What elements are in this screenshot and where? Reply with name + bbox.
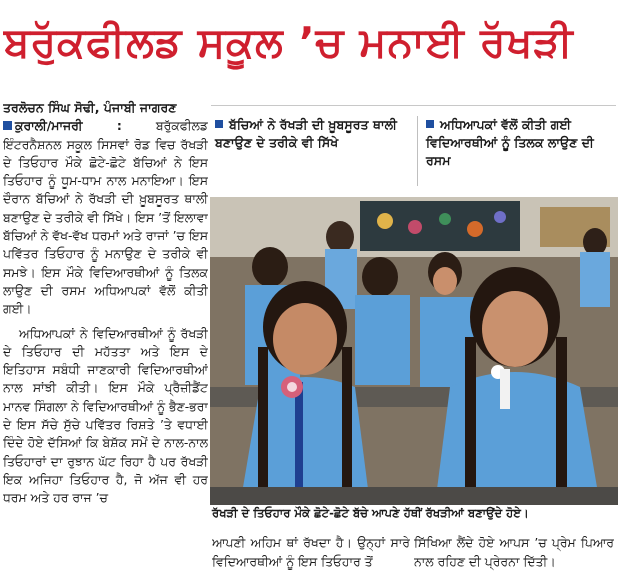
article-paragraph-1	[3, 117, 208, 318]
article-column-3: ਸਿੱਖਿਆ ਲੈਂਦੇ ਹੋਏ ਆਪਸ ’ਚ ਪ੍ਰੇਮ ਪਿਆਰ ਨਾਲ ਰਹਿਣ ਦੀ ਪ੍ਰੇਰਨਾ ਦਿੱਤੀ।	[414, 535, 614, 569]
news-photo	[210, 197, 618, 505]
students-making-rakhi-illustration	[210, 197, 618, 505]
square-bullet-icon	[215, 120, 223, 128]
pull-quote-1-text: ਬੱਚਿਆਂ ਨੇ ਰੱਖੜੀ ਦੀ ਖ਼ੂਬਸੂਰਤ ਥਾਲੀ ਬਣਾਉਣ ਦੇ ਤਰੀਕੇ ਵੀ ਸਿੱਖੇ	[215, 117, 397, 150]
headline: ਬਰੁੱਕਫੀਲਡ ਸਕੂਲ ’ਚ ਮਨਾਈ ਰੱਖੜੀ	[4, 18, 574, 66]
dateline: ਕੁਰਾਲੀ/ਮਾਜਰੀ :	[15, 118, 122, 134]
photo-caption: ਰੱਖੜੀ ਦੇ ਤਿਓਹਾਰ ਮੌਕੇ ਛੋਟੇ-ਛੋਟੇ ਬੱਚੇ ਆਪਣੇ ਹੱਥੀਂ ਰੱਖੜੀਆਂ ਬਣਾਉਂਦੇ ਹੋਏ।	[212, 506, 529, 520]
pull-quote-2-text: ਅਧਿਆਪਕਾਂ ਵੱਲੋਂ ਕੀਤੀ ਗਈ ਵਿਦਿਆਰਥੀਆਂ ਨੂੰ ਤਿਲਕ ਲਾਉਣ ਦੀ ਰਸਮ	[426, 117, 594, 168]
pull-quote-1	[215, 116, 410, 186]
square-bullet-icon	[426, 120, 434, 128]
article-left-column	[3, 99, 208, 578]
article-paragraph-2: ਅਧਿਆਪਕਾਂ ਨੇ ਵਿਦਿਆਰਥੀਆਂ ਨੂੰ ਰੱਖੜੀ ਦੇ ਤਿਓਹਾਰ ਦੀ ਮਹੱਤਤਾ ਅਤੇ ਇਸ ਦੇ ਇਤਿਹਾਸ ਸਬੰਧੀ ਜਾਣਕਾਰੀ ਵਿਦਿਆਰਥੀਆਂ ਨਾਲ ਸਾਂਝੀ ਕੀਤੀ। ਇਸ ਮੌਕੇ ਪ੍ਰੈਜ਼ੀਡੈਂਟ ਮਾਨਵ ਸਿੰਗਲਾ ਨੇ ਵਿਦਿਆਰਥੀਆਂ ਨੂੰ ਭੈਣ-ਭਰਾ ਦੇ ਇਸ ਸੱਚੇ ਸੁੱਚੇ ਪਵਿੱਤਰ ਰਿਸ਼ਤੇ ’ਤੇ ਵਧਾਈ ਦਿੰਦੇ ਹੋਏ ਦੱਸਿਆਂ ਕਿ ਬੇਸ਼ੱਕ ਸਮੇਂ ਦੇ ਨਾਲ-ਨਾਲ ਤਿਓਹਾਰਾਂ ਦਾ ਰੁਝਾਨ ਘੱਟ ਰਿਹਾ ਹੈ ਪਰ ਰੱਖੜੀ ਇਕ ਅਜਿਹਾ ਤਿਓਹਾਰ ਹੈ, ਜੋ ਅੱਜ ਵੀ ਹਰ ਧਰਮ ਅਤੇ ਹਰ ਰਾਜ ’ਚ	[3, 325, 208, 506]
byline: ਤਰਲੋਚਨ ਸਿੰਘ ਸੋਢੀ, ਪੰਜਾਬੀ ਜਾਗਰਣ	[3, 100, 177, 115]
paragraph-1-text: ਬਰੁੱਕਫੀਲਡ ਇੰਟਰਨੈਸ਼ਨਲ ਸਕੂਲ ਸਿਸਵਾਂ ਰੋਡ ਵਿਚ ਰੱਖੜੀ ਦੇ ਤਿਓਹਾਰ ਮੌਕੇ ਛੋਟੇ-ਛੋਟੇ ਬੱਚਿਆਂ ਨੇ ਇਸ ਤਿਓਹਾਰ ਨੂੰ ਧੂਮ-ਧਾਮ ਨਾਲ ਮਨਾਇਆ। ਇਸ ਦੌਰਾਨ ਬੱਚਿਆਂ ਨੇ ਰੱਖੜੀ ਦੀ ਖ਼ੂਬਸੂਰਤ ਥਾਲੀ ਬਣਾਉਣ ਦੇ ਤਰੀਕੇ ਵੀ ਸਿੱਖੇ। ਇਸ ’ਤੋਂ ਇਲਾਵਾ ਬੱਚਿਆਂ ਨੇ ਵੱਖ-ਵੱਖ ਧਰਮਾਂ ਅਤੇ ਰਾਜਾਂ ’ਚ ਇਸ ਪਵਿੱਤਰ ਤਿਓਹਾਰ ਨੂੰ ਮਨਾਉਣ ਦੇ ਤਰੀਕੇ ਵੀ ਸਮਝੇ। ਇਸ ਮੌਕੇ ਵਿਦਿਆਰਥੀਆਂ ਨੂੰ ਤਿਲਕ ਲਾਉਣ ਦੀ ਰਸਮ ਅਧਿਆਪਕਾਂ ਵੱਲੋਂ ਕੀਤੀ ਗਈ।	[3, 118, 208, 317]
square-bullet-icon	[3, 121, 12, 130]
section-rule	[211, 105, 616, 106]
article-column-2: ਆਪਣੀ ਅਹਿਮ ਥਾਂ ਰੱਖਦਾ ਹੈ। ਉਨ੍ਹਾਂ ਸਾਰੇ ਵਿਦਿਆਰਥੀਆਂ ਨੂੰ ਇਸ ਤਿਓਹਾਰ ਤੋਂ	[212, 535, 410, 569]
pull-quote-2	[417, 116, 616, 186]
